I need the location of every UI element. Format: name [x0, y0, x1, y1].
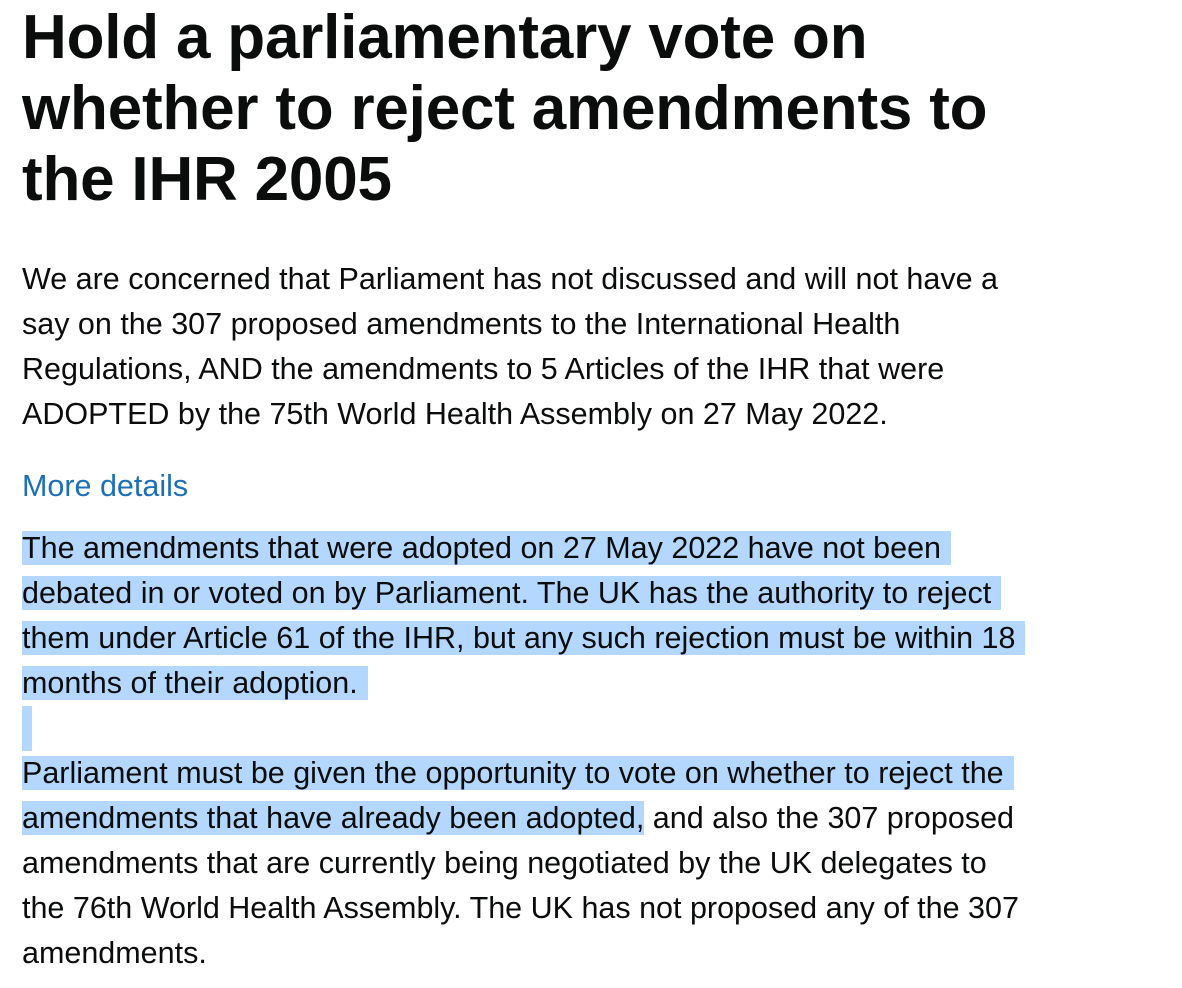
petition-summary: [22, 257, 1162, 437]
details-line: them under Article 61 of the IHR, but any such rejection must be within 18: [22, 621, 1025, 655]
details-line: Parliament must be given the opportunity to vote on whether to reject the: [22, 756, 1014, 790]
summary-line: Regulations, AND the amendments to 5 Articles of the IHR that were: [22, 352, 945, 386]
details-line: debated in or voted on by Parliament. The UK has the authority to reject: [22, 576, 1001, 610]
paragraph-gap: [22, 706, 1162, 751]
details-line: amendments.: [22, 936, 207, 970]
details-line: months of their adoption.: [22, 666, 368, 700]
title-line: Hold a parliamentary vote on: [22, 3, 868, 72]
details-line: amendments that are currently being negotiated by the UK delegates to: [22, 846, 987, 880]
title-line: the IHR 2005: [22, 145, 392, 214]
more-details-link[interactable]: More details: [22, 469, 189, 503]
petition-details: [22, 526, 1162, 976]
summary-line: say on the 307 proposed amendments to the International Health: [22, 307, 901, 341]
details-paragraph-2: [22, 751, 1162, 976]
details-line-unselected: and also the 307 proposed: [644, 801, 1014, 835]
details-paragraph-1: [22, 526, 1162, 706]
details-line-selected: amendments that have already been adopted,: [22, 801, 645, 835]
details-line: The amendments that were adopted on 27 May 2022 have not been: [22, 531, 951, 565]
summary-line: We are concerned that Parliament has not discussed and will not have a: [22, 262, 998, 296]
petition-title: [22, 0, 1162, 215]
summary-line: ADOPTED by the 75th World Health Assembly on 27 May 2022.: [22, 397, 888, 431]
title-line: whether to reject amendments to: [22, 74, 988, 143]
details-line: the 76th World Health Assembly. The UK has not proposed any of the 307: [22, 891, 1019, 925]
selection-blank: [22, 706, 32, 751]
